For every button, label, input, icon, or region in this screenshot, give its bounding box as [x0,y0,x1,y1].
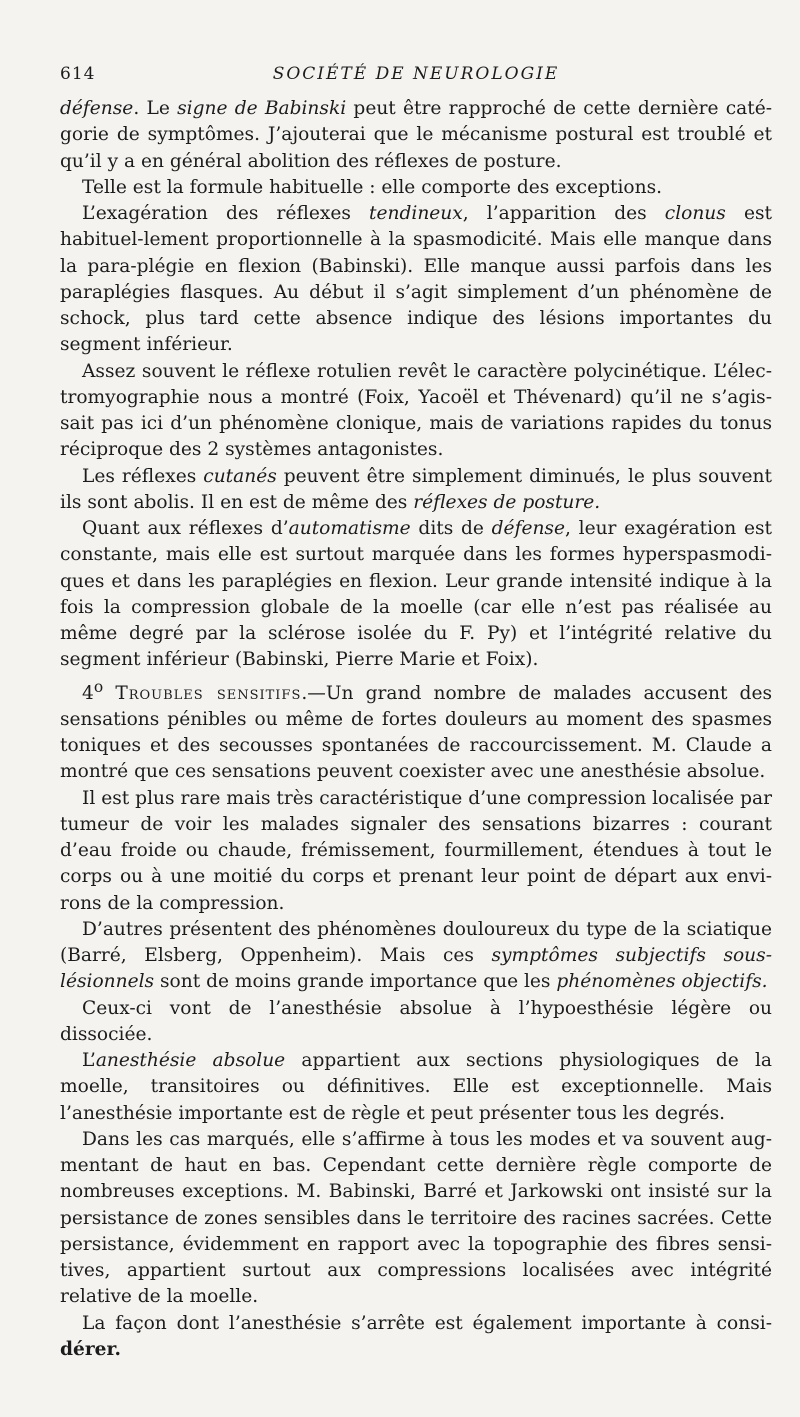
journal-title: SOCIÉTÉ DE NEUROLOGIE [272,64,560,84]
paragraph: D’autres présentent des phénomènes douloureux du type de la sciatique (Barré, Elsberg, Oppenheim). Mais ces symptômes subjectifs sous-lésionnels sont de moins grande importance que les phénomènes objectifs. [60,918,772,993]
paragraph: Dans les cas marqués, elle s’affirme à tous les modes et va souvent aug-mentant de haut en bas. Cependant cette dernière règle comporte de nombreuses exceptions. M. Babinski, Barré et Jarkowski ont insisté sur la persistance de zones sensibles dans le territoire des racines sacrées. Cette persistance, évidemment en rapport avec la topographie des fibres sensi-tives, appartient surtout aux compressions localisées avec intégrité relative de la moelle. [60,1128,772,1308]
body-text [60,96,772,1363]
paragraph: Assez souvent le réflexe rotulien revêt le caractère polycinétique. L’élec-tromyographie nous a montré (Foix, Yacoël et Thévenard) qu’il ne s’agis-sait pas ici d’un phénomène clonique, mais de variations rapides du tonus réciproque des 2 systèmes antagonistes. [60,360,772,461]
paragraph: L’exagération des réflexes tendineux, l’apparition des clonus est habituel-lement proportionnelle à la spasmodicité. Mais elle manque dans la para-plégie en flexion (Babinski). Elle manque aussi parfois dans les paraplégies flasques. Au début il s’agit simplement d’un phénomène de schock, plus tard cette absence indique des lésions importantes du segment inférieur. [60,203,772,356]
paragraph: L’anesthésie absolue appartient aux sections physiologiques de la moelle, transitoires ou définitives. Elle est exceptionnelle. Mais l’anesthésie importante est de règle et peut présenter tous les degrés. [60,1050,772,1124]
paragraph: La façon dont l’anesthésie s’arrête est également importante à consi-dérer. [60,1312,772,1360]
running-head [60,56,772,90]
paragraph: Ceux-ci vont de l’anesthésie absolue à l’hypoesthésie légère ou dissociée. [60,997,772,1045]
paragraph: Quant aux réflexes d’automatisme dits de défense, leur exagération est constante, mais elle est surtout marquée dans les formes hyperspasmodi-ques et dans les paraplégies en flexion. Leur grande intensité indique à la fois la compression globale de la moelle (car elle n’est pas réalisée au même degré par la sclérose isolée du F. Py) et l’intégrité relative du segment inférieur (Babinski, Pierre Marie et Foix). [60,518,772,671]
page-number: 614 [60,64,96,84]
paragraph: Telle est la formule habituelle : elle comporte des exceptions. [82,176,663,198]
paragraph: Il est plus rare mais très caractéristique d’une compression localisée par tumeur de voir les malades signaler des sensations bizarres : courant d’eau froide ou chaude, frémissement, fourmillement, étendues à tout le corps ou à une moitié du corps et prenant leur point de départ aux envi-rons de la compression. [60,787,772,914]
paragraph: 4$^o$ Troubles sensitifs.—Un grand nombre de malades accusent des sensations pénibles ou même de fortes douleurs au moment des spasmes toniques et des secousses spontanées de raccourcissement. M. Claude a montré que ces sensations peuvent coexister avec une anesthésie absolue. [60,677,772,783]
paragraph: Les réflexes cutanés peuvent être simplement diminués, le plus souvent ils sont abolis. Il en est de même des réflexes de posture. [60,465,773,513]
paragraph: défense. Le signe de Babinski peut être rapproché de cette dernière caté-gorie de symptômes. J’ajouterai que le mécanisme postural est troublé et qu’il y a en général abolition des réflexes de posture. [60,98,772,172]
